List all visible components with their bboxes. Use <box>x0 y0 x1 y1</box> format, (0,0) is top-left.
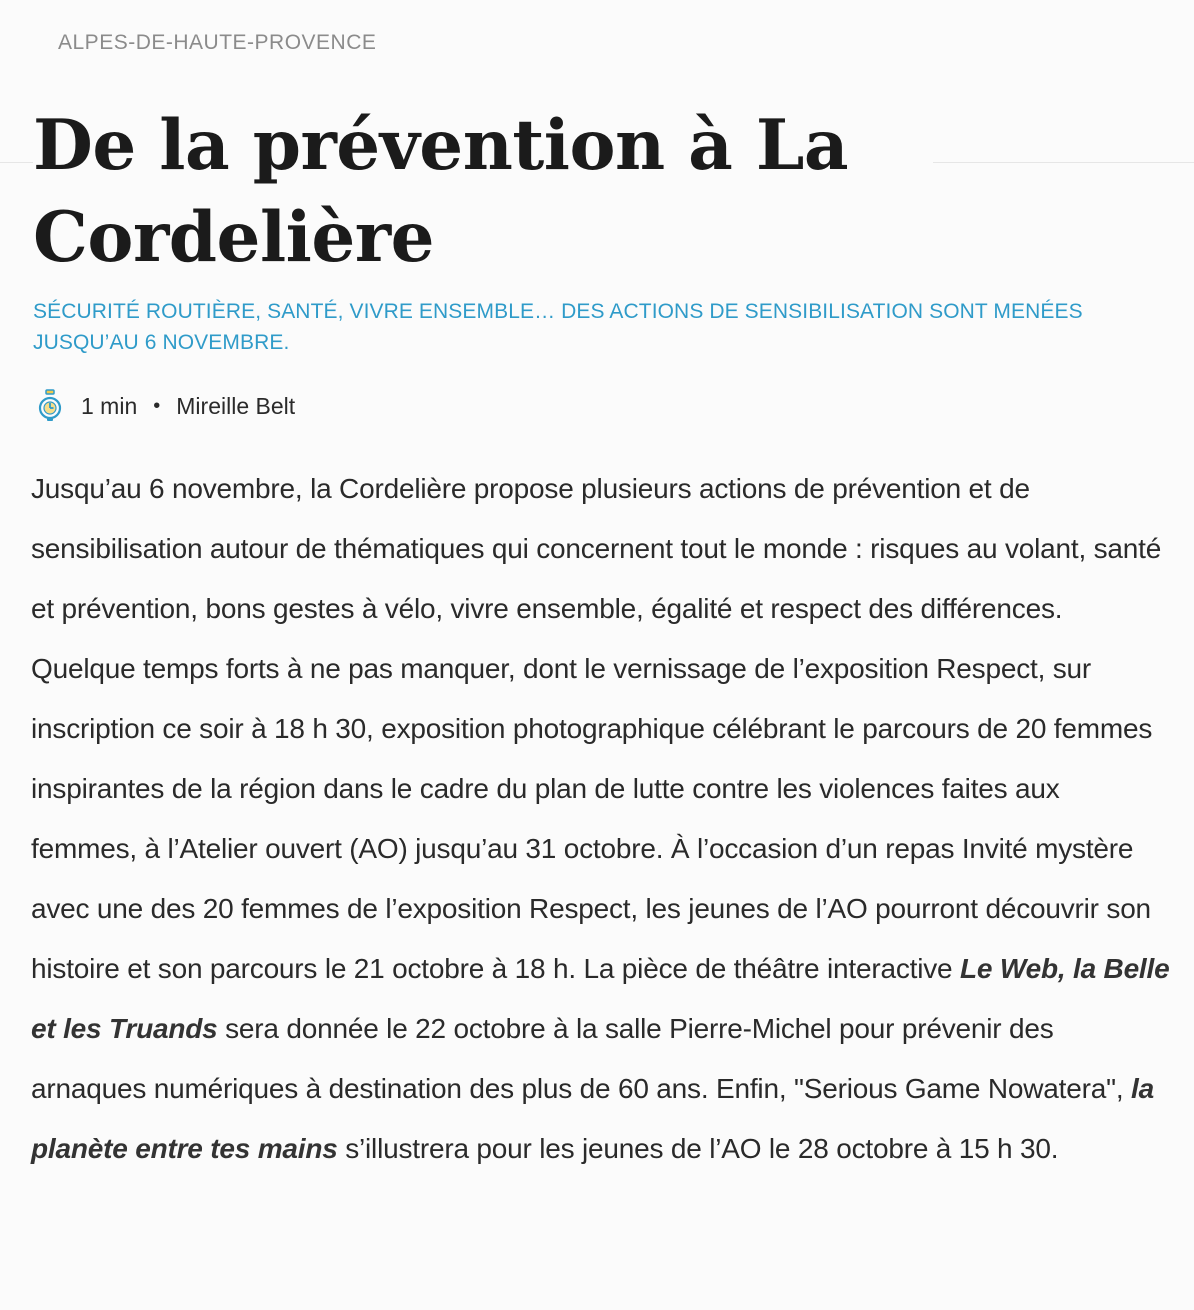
category-label[interactable]: ALPES-DE-HAUTE-PROVENCE <box>58 31 377 54</box>
game-tagline: la planète entre tes mains <box>31 1073 1154 1164</box>
stopwatch-icon <box>37 389 63 423</box>
article-meta <box>37 388 295 424</box>
meta-separator: • <box>153 394 161 417</box>
author-name[interactable]: Mireille Belt <box>176 392 296 419</box>
body-text-part-3: s’illustrera pour les jeunes de l’AO le 28 octobre à 15 h 30. <box>337 1133 1059 1164</box>
play-title: Le Web, la Belle et les Truands <box>31 953 1170 1044</box>
body-text-part-1: Jusqu’au 6 novembre, la Cordelière propose plusieurs actions de prévention et de sensibilisation autour de thématiques qui concernent tout le monde : risques au volant, santé et prévention, bons gestes à vélo, vivre ensemble, égalité et respect des différences. Quelque temps forts à ne pas manquer, dont le vernissage de l’exposition Respect, sur inscription ce soir à 18 h 30, exposition photographique célébrant le parcours de 20 femmes inspirantes de la région dans le cadre du plan de lutte contre les violences faites aux femmes, à l’Atelier ouvert (AO) jusqu’au 31 octobre. À l’occasion d’un repas Invité mystère avec une des 20 femmes de l’exposition Respect, les jeunes de l’AO pourront découvrir son histoire et son parcours le 21 octobre à 18 h. La pièce de théâtre interactive <box>31 473 1162 984</box>
article-subtitle: SÉCURITÉ ROUTIÈRE, SANTÉ, VIVRE ENSEMBLE… DES ACTIONS DE SENSIBILISATION SONT MENÉES JUSQU’AU 6 NOVEMBRE. <box>33 300 1083 354</box>
article-title: De la prévention à La Cordelière <box>33 100 933 284</box>
reading-time: 1 min <box>81 392 138 419</box>
article-body <box>31 459 1171 1179</box>
body-text-part-2: sera donnée le 22 octobre à la salle Pierre-Michel pour prévenir des arnaques numériques à destination des plus de 60 ans. Enfin, "Serious Game Nowatera", <box>31 1013 1131 1104</box>
